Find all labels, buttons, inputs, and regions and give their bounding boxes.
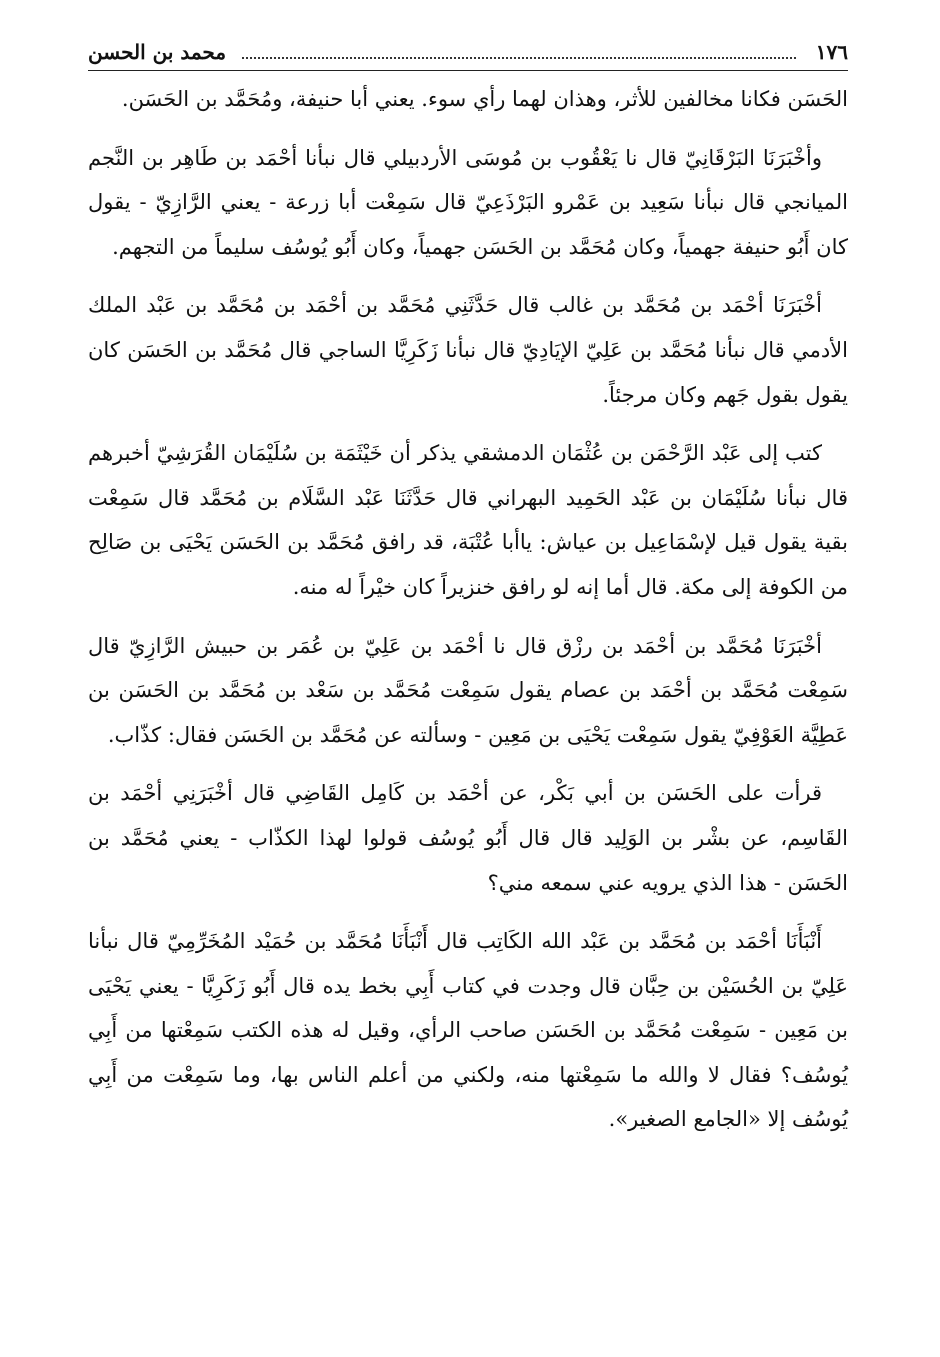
paragraph: وأخْبَرَنَا البَرْقَانِيّ قال نا يَعْقُوب بن مُوسَى الأردبيلي قال نبأنا أحْمَد بن طَاهِر بن النَّجم الميانجي قال نبأنا سَعِيد بن عَمْرو البَرْذَعِيّ قال سَمِعْت أبا زرعة - يعني الرَّازِيّ - يقول كان أَبُو حنيفة جهمياً، وكان مُحَمَّد بن الحَسَن جهمياً، وكان أَبُو يُوسُف سليماً من التجهم.: [88, 145, 848, 259]
paragraph: أخْبَرَنَا مُحَمَّد بن أحْمَد بن رزْق قال نا أحْمَد بن عَلِيّ بن عُمَر بن حبيش الرَّازِيّ قال سَمِعْت مُحَمَّد بن أحْمَد بن عصام يقول سَمِعْت مُحَمَّد بن سَعْد بن مُحَمَّد بن الحَسَن بن عَطِيَّة العَوْفِيّ يقول سَمِعْت يَحْيَى بن مَعِين - وسألته عن مُحَمَّد بن الحَسَن فقال: كذّاب.: [88, 633, 848, 747]
running-head: [88, 38, 848, 71]
page-number: ١٧٦: [815, 40, 848, 64]
paragraph: أخْبَرَنَا أحْمَد بن مُحَمَّد بن غالب قال حَدَّثَنِي مُحَمَّد بن أحْمَد بن مُحَمَّد بن عَبْد الملك الأدمي قال نبأنا مُحَمَّد بن عَلِيّ الإيَادِيّ قال نبأنا زَكَرِيَّا الساجي قال مُحَمَّد بن الحَسَن كان يقول بقول جَهم وكان مرجئاً.: [88, 293, 848, 407]
paragraph: كتب إلى عَبْد الرَّحْمَن بن عُثْمَان الدمشقي يذكر أن خَيْثَمَة بن سُلَيْمَان القُرَشِيّ أخبرهم قال نبأنا سُلَيْمَان بن عَبْد الحَمِيد البهراني قال حَدَّثَنَا عَبْد السَّلَام بن مُحَمَّد قال سَمِعْت بقية يقول قيل لإسْمَاعِيل بن عياش: ياأبا عُتْبَة، قد رافق مُحَمَّد بن الحَسَن يَحْيَى بن صَالِح من الكوفة إلى مكة. قال أما إنه لو رافق خنزيراً كان خيْراً له منه.: [88, 441, 848, 599]
paragraph: أَنْبَأَنَا أحْمَد بن مُحَمَّد بن عَبْد الله الكَاتِب قال أَنْبَأَنَا مُحَمَّد بن حُمَيْد المُخَرِّمِيّ قال نبأنا عَلِيّ بن الحُسَيْن بن حِبَّان قال وجدت في كتاب أَبِي بخط يده قال أَبُو زَكَرِيَّا - يعني يَحْيَى بن مَعِين - سَمِعْت مُحَمَّد بن الحَسَن صاحب الرأي، وقيل له هذه الكتب سَمِعْتها من أَبِي يُوسُف؟ فقال لا والله ما سَمِعْتها منه، ولكني من أعلم الناس بها، وما سَمِعْت من أَبِي يُوسُف إلا «الجامع الصغير».: [88, 929, 848, 1132]
running-title: محمد بن الحسن: [88, 40, 227, 64]
paragraph: قرأت على الحَسَن بن أبي بَكْر، عن أحْمَد بن كَامِل القَاضِي قال أخْبَرَنِي أحْمَد بن القَاسِم، عن بشْر بن الوَلِيد قال قال أَبُو يُوسُف قولوا لهذا الكذّاب - يعني مُحَمَّد بن الحَسَن - هذا الذي يرويه عني سمعه مني؟: [88, 781, 848, 895]
body-text: [88, 77, 848, 1142]
dot-leader: [242, 57, 796, 59]
paragraph: الحَسَن فكانا مخالفين للأثر، وهذان لهما رأي سوء. يعني أبا حنيفة، ومُحَمَّد بن الحَسَن.: [121, 87, 848, 111]
